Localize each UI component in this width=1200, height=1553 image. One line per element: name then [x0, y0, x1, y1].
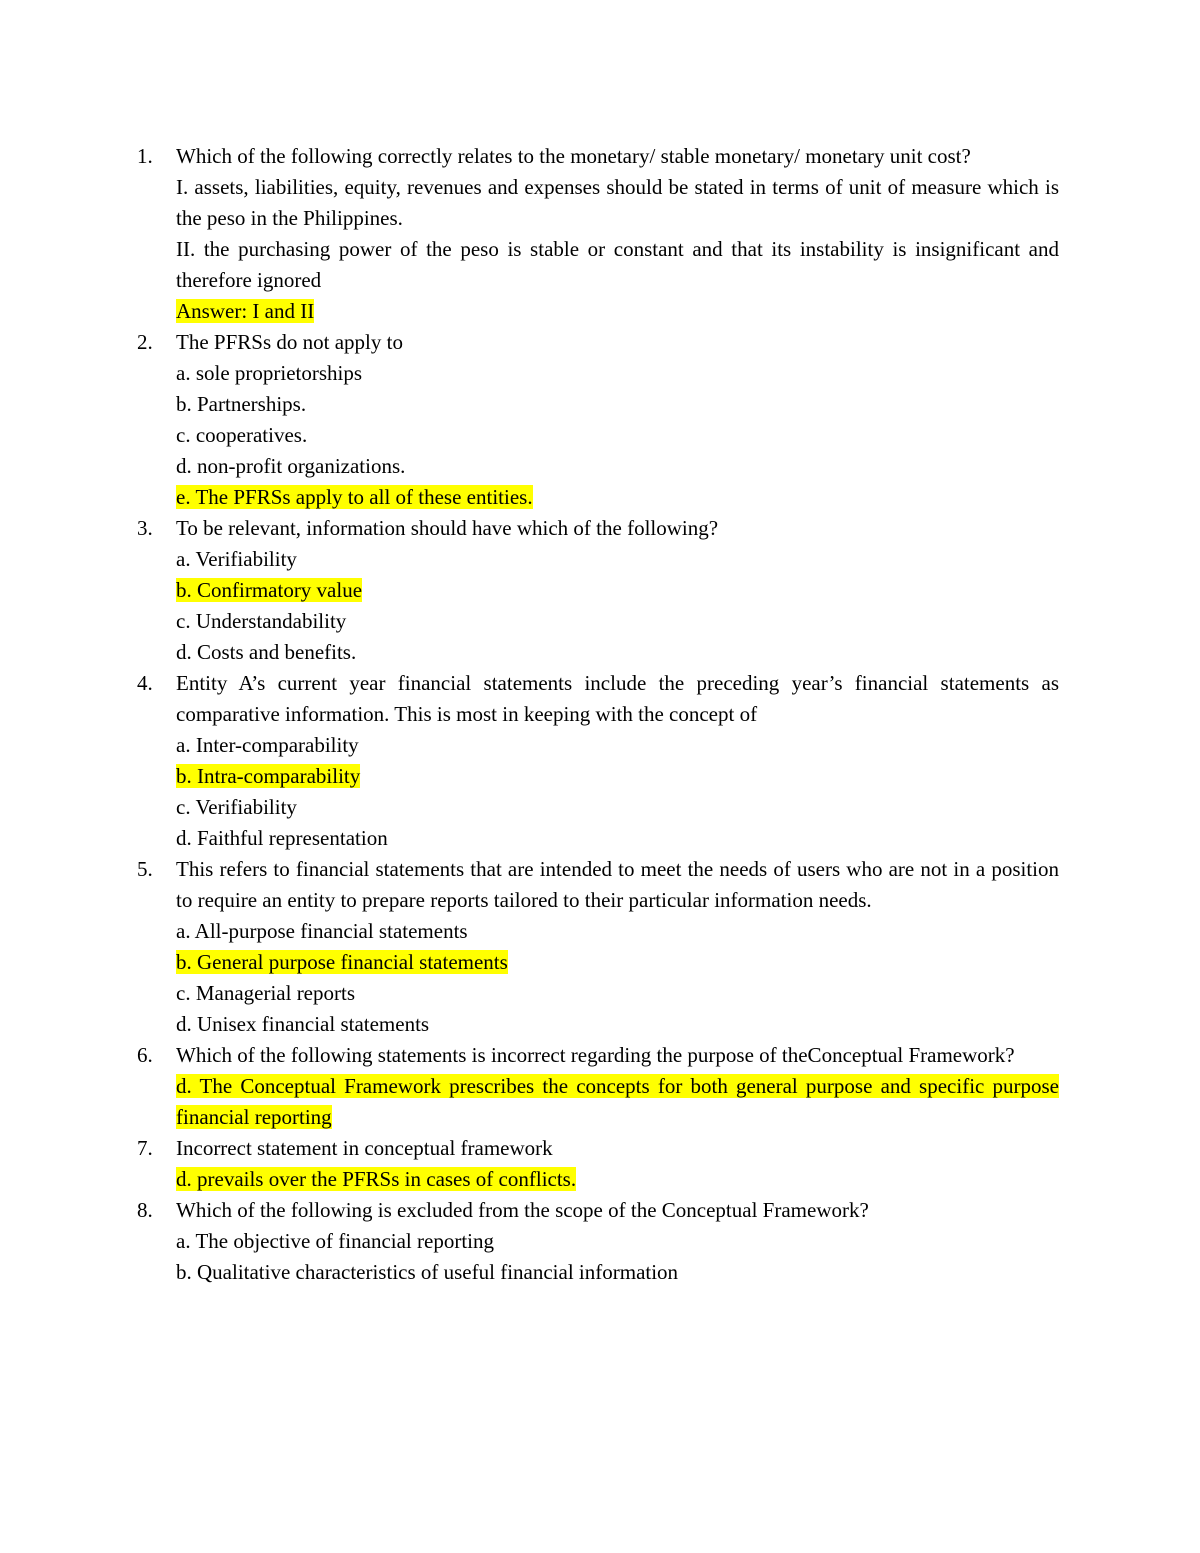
option: c. Verifiability [176, 795, 297, 819]
highlighted-answer: Answer: I and II [176, 299, 315, 323]
option: b. Qualitative characteristics of useful financial information [176, 1260, 679, 1284]
question-stem: To be relevant, information should have which of the following? [176, 516, 719, 540]
question-stem: Which of the following statements is incorrect regarding the purpose of theConceptual Framework? [176, 1043, 1015, 1067]
option: c. cooperatives. [176, 423, 308, 447]
option: d. Faithful representation [176, 826, 388, 850]
option: c. Understandability [176, 609, 347, 633]
question-stem: Which of the following is excluded from the scope of the Conceptual Framework? [176, 1198, 869, 1222]
question-number: 6. [137, 1043, 153, 1067]
question-number: 5. [137, 857, 153, 881]
statement-1: I. assets, liabilities, equity, revenues and expenses should be stated in terms of unit of measure which is the peso in the Philippines. [176, 175, 1059, 230]
question-number: 3. [137, 516, 153, 540]
option: a. sole proprietorships [176, 361, 363, 385]
option: a. All-purpose financial statements [176, 919, 468, 943]
question-7 [137, 1133, 1059, 1195]
option: d. Unisex financial statements [176, 1012, 430, 1036]
question-stem: Entity A’s current year financial statements include the preceding year’s financial statements as comparative information. This is most in keeping with the concept of [176, 671, 1059, 726]
question-number: 1. [137, 144, 153, 168]
question-stem: This refers to financial statements that are intended to meet the needs of users who are not in a position to require an entity to prepare reports tailored to their particular information needs. [176, 857, 1059, 912]
question-number: 7. [137, 1136, 153, 1160]
question-list [137, 141, 1059, 1288]
question-number: 2. [137, 330, 153, 354]
question-4 [137, 668, 1059, 854]
highlighted-answer: e. The PFRSs apply to all of these entities. [176, 485, 533, 509]
highlighted-answer: b. Confirmatory value [176, 578, 363, 602]
option: d. non-profit organizations. [176, 454, 406, 478]
option: a. Verifiability [176, 547, 297, 571]
question-number: 8. [137, 1198, 153, 1222]
highlighted-answer: d. prevails over the PFRSs in cases of conflicts. [176, 1167, 577, 1191]
highlighted-answer: b. General purpose financial statements [176, 950, 508, 974]
question-stem: Incorrect statement in conceptual framework [176, 1136, 553, 1160]
question-1 [137, 141, 1059, 327]
option: b. Partnerships. [176, 392, 307, 416]
question-5 [137, 854, 1059, 1040]
question-stem: The PFRSs do not apply to [176, 330, 403, 354]
question-6 [137, 1040, 1059, 1133]
option: a. The objective of financial reporting [176, 1229, 494, 1253]
option: c. Managerial reports [176, 981, 356, 1005]
highlighted-answer: b. Intra-comparability [176, 764, 361, 788]
question-8 [137, 1195, 1059, 1288]
option: a. Inter-comparability [176, 733, 359, 757]
statement-2: II. the purchasing power of the peso is stable or constant and that its instability is insignificant and therefore ignored [176, 237, 1059, 292]
question-2 [137, 327, 1059, 513]
option: d. Costs and benefits. [176, 640, 357, 664]
question-3 [137, 513, 1059, 668]
question-stem: Which of the following correctly relates to the monetary/ stable monetary/ monetary unit cost? [176, 144, 971, 168]
highlighted-answer: d. The Conceptual Framework prescribes the concepts for both general purpose and specific purpose financial reporting [176, 1074, 1059, 1129]
question-number: 4. [137, 671, 153, 695]
